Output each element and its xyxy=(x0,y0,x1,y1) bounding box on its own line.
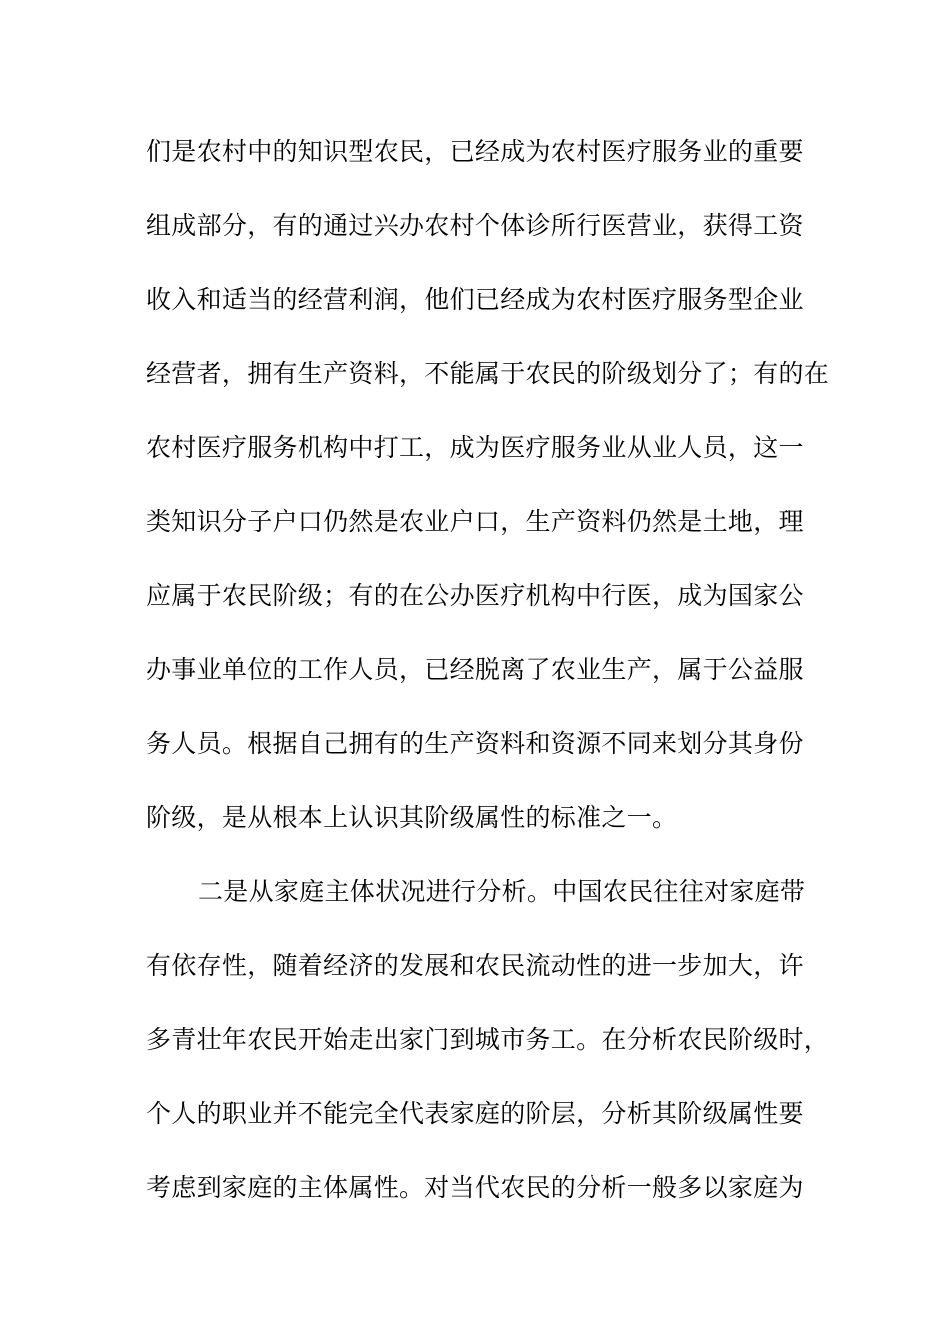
text-line: 务人员。根据自己拥有的生产资料和资源不同来划分其身份 xyxy=(146,729,804,758)
text-line: 们是农村中的知识型农民，已经成为农村医疗服务业的重要 xyxy=(146,137,804,166)
text-line: 组成部分，有的通过兴办农村个体诊所行医营业，获得工资 xyxy=(146,211,804,240)
text-line: 应属于农民阶级；有的在公办医疗机构中行医，成为国家公 xyxy=(146,581,804,610)
text-line: 考虑到家庭的主体属性。对当代农民的分析一般多以家庭为 xyxy=(146,1173,804,1202)
text-line: 农村医疗服务机构中打工，成为医疗服务业从业人员，这一 xyxy=(146,433,804,462)
paragraph-start-line: 二是从家庭主体状况进行分析。中国农民往往对家庭带 xyxy=(198,877,806,906)
body-text xyxy=(146,126,830,1236)
text-line: 多青壮年农民开始走出家门到城市务工。在分析农民阶级时， xyxy=(146,1025,830,1054)
text-line: 有依存性，随着经济的发展和农民流动性的进一步加大，许 xyxy=(146,951,804,980)
text-line: 经营者，拥有生产资料，不能属于农民的阶级划分了；有的在 xyxy=(146,359,830,388)
text-line: 个人的职业并不能完全代表家庭的阶层，分析其阶级属性要 xyxy=(146,1099,804,1128)
text-line: 阶级，是从根本上认识其阶级属性的标准之一。 xyxy=(146,803,678,832)
text-line: 收入和适当的经营利润，他们已经成为农村医疗服务型企业 xyxy=(146,285,804,314)
text-line: 办事业单位的工作人员，已经脱离了农业生产，属于公益服 xyxy=(146,655,804,684)
text-line: 类知识分子户口仍然是农业户口，生产资料仍然是土地，理 xyxy=(146,507,804,536)
